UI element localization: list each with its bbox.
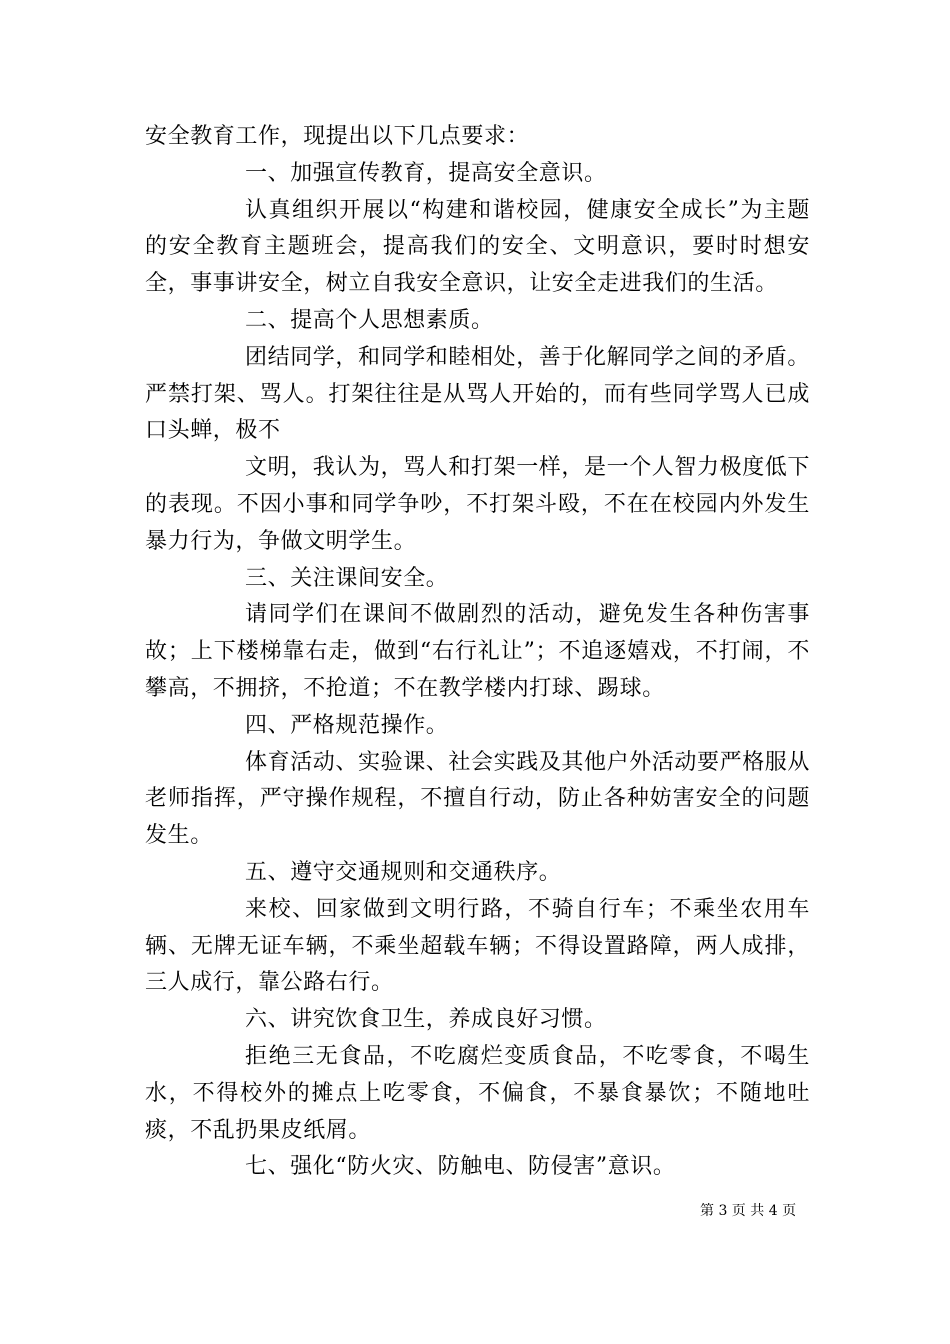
heading-section-1: 一、加强宣传教育，提高安全意识。: [245, 160, 607, 186]
paragraph-section-5: 来校、回家做到文明行路，不骑自行车；不乘坐农用车辆、无牌无证车辆，不乘坐超载车辆；不得设置路障，两人成排，三人成行，靠公路右行。: [145, 896, 810, 996]
heading-section-7: 七、强化“防火灾、防触电、防侵害”意识。: [245, 1154, 676, 1180]
paragraph-section-2b: 文明，我认为，骂人和打架一样，是一个人智力极度低下的表现。不因小事和同学争吵，不打架斗殴，不在在校园内外发生暴力行为，争做文明学生。: [145, 455, 811, 554]
paragraph-section-6: 拒绝三无食品，不吃腐烂变质食品，不吃零食，不喝生水，不得校外的摊点上吃零食，不偏食，不暴食暴饮；不随地吐痰，不乱扔果皮纸屑。: [145, 1043, 810, 1143]
document-body: [145, 119, 810, 1186]
paragraph-section-2a: 团结同学，和同学和睦相处，善于化解同学之间的矛盾。严禁打架、骂人。打架往往是从骂人开始的，而有些同学骂人已成口头蝉，极不: [145, 344, 811, 444]
heading-section-5: 五、遵守交通规则和交通秩序。: [245, 859, 562, 885]
paragraph-intro: 安全教育工作，现提出以下几点要求：: [145, 124, 530, 149]
heading-section-2: 二、提高个人思想素质。: [245, 307, 494, 333]
paragraph-section-3: 请同学们在课间不做剧烈的活动，避免发生各种伤害事故；上下楼梯靠右走，做到“右行礼让”；不追逐嬉戏，不打闹，不攀高，不拥挤，不抢道；不在教学楼内打球、踢球。: [145, 602, 810, 701]
heading-section-4: 四、严格规范操作。: [245, 712, 449, 738]
page-number-footer: 第 3 页 共 4 页: [700, 1203, 797, 1219]
heading-section-6: 六、讲究饮食卫生，养成良好习惯。: [245, 1007, 607, 1033]
paragraph-section-4: 体育活动、实验课、社会实践及其他户外活动要严格服从老师指挥，严守操作规程，不擅自行动，防止各种妨害安全的问题发生。: [145, 749, 811, 849]
heading-section-3: 三、关注课间安全。: [245, 565, 449, 591]
paragraph-section-1: 认真组织开展以“构建和谐校园，健康安全成长”为主题的安全教育主题班会，提高我们的安全、文明意识，要时时想安全，事事讲安全，树立自我安全意识，让安全走进我们的生活。: [145, 197, 810, 297]
